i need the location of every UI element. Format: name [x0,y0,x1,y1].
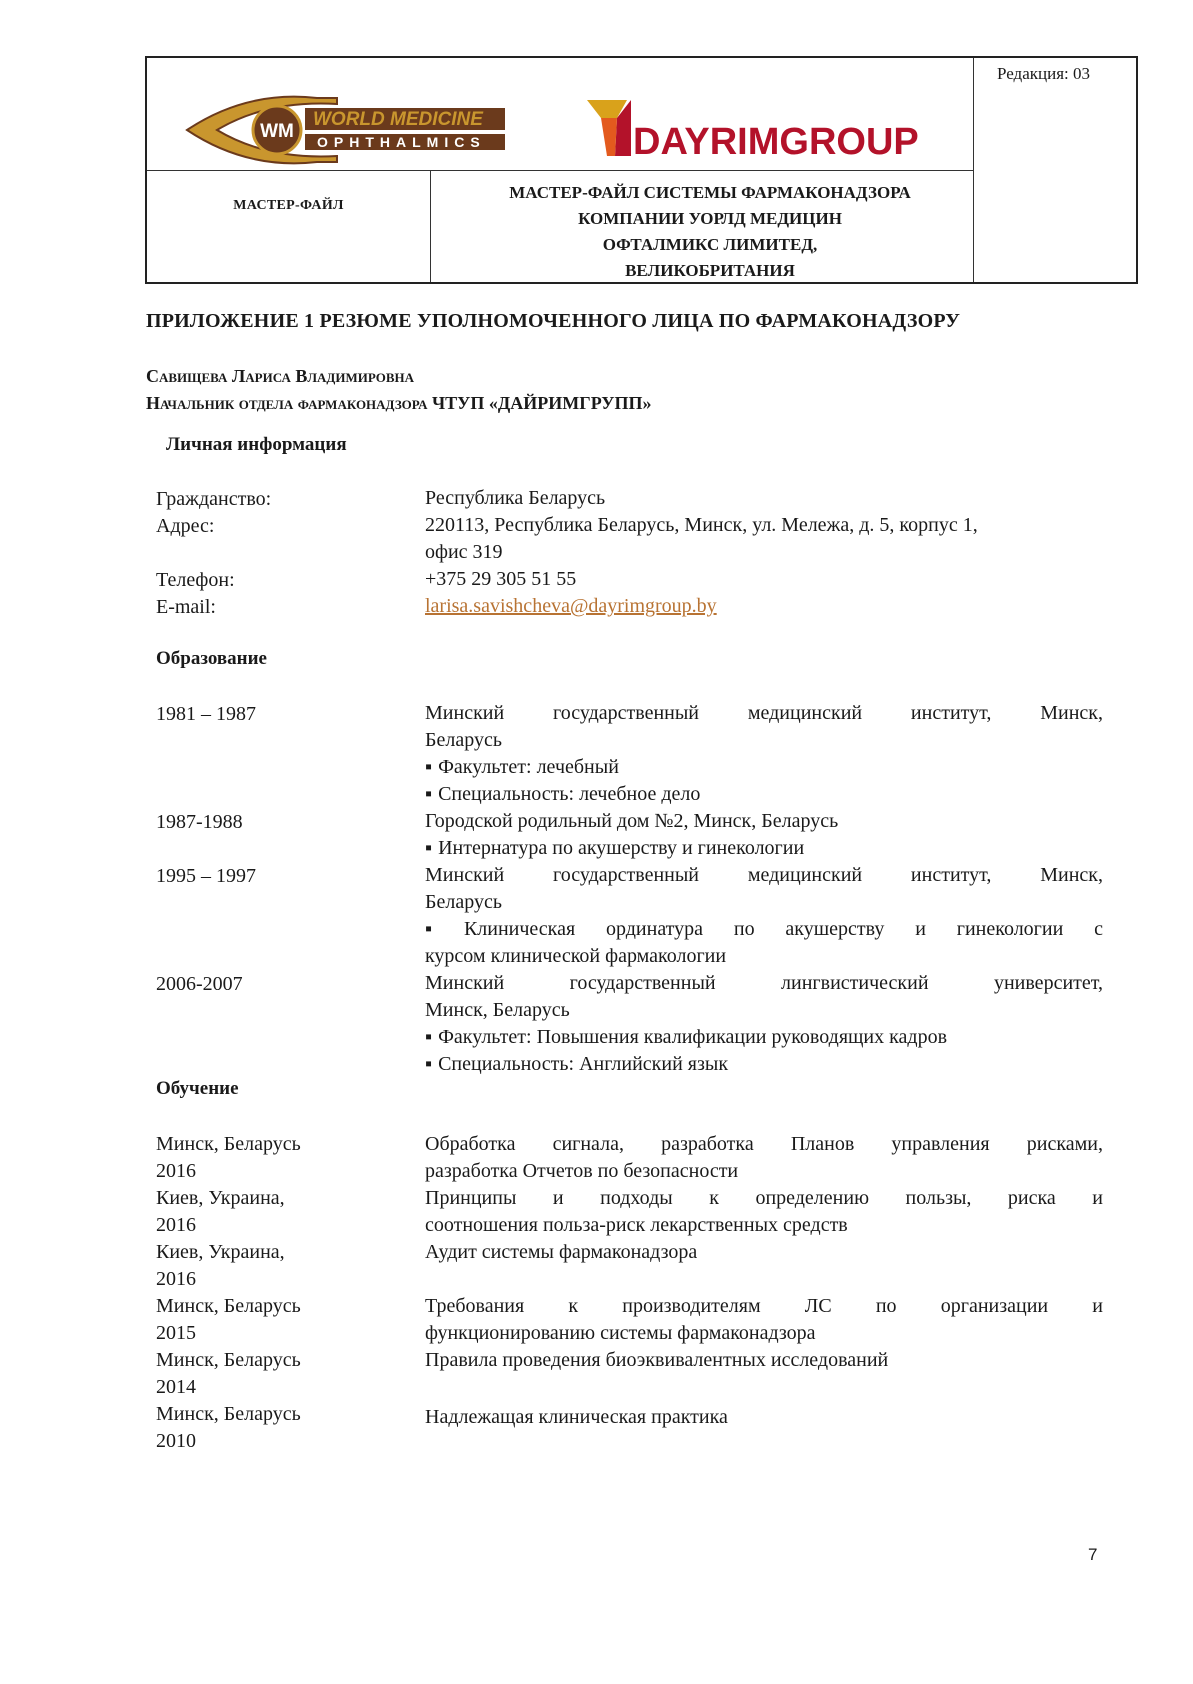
masterfile-title [430,180,990,284]
training-entry: Требования к производителям ЛС по организации и функционированию системы фармаконадзора [425,1295,1103,1344]
education-period: 1981 – 1987 [156,703,256,725]
wm-mark: WM [260,121,294,142]
training-entry: Правила проведения биоэквивалентных исследований [425,1349,889,1371]
masterfile-title-line: ОФТАЛМИКС ЛИМИТЕД, [602,235,818,254]
world-medicine-logo [187,90,507,170]
training-entry: Надлежащая клиническая практика [425,1406,728,1428]
citizenship-value: Республика Беларусь [425,487,606,509]
training-entry: Принципы и подходы к определению пользы, риска и соотношения польза-риск лекарственных средств [425,1187,1103,1236]
training-heading: Обучение [156,1078,239,1099]
person-role [146,393,651,414]
wm-line1: WORLD MEDICINE [313,109,483,130]
phone-value: +375 29 305 51 55 [425,568,577,590]
email-link[interactable]: larisa.savishcheva@dayrimgroup.by [425,595,717,617]
person-role-position: Начальник отдела фармаконадзора [146,393,428,413]
education-entry: Городской родильный дом №2, Минск, Беларусь ▪ Интернатура по акушерству и гинекологии [425,808,1103,862]
masterfile-label: МАСТЕР-ФАЙЛ [233,198,344,213]
education-entry: Минский государственный лингвистический университет, Минск, Беларусь ▪ Факультет: Повышения квалификации руководящих кадров ▪ Специальность: Английский язык [425,970,1103,1078]
education-entry: Минский государственный медицинский институт, Минск, Беларусь ▪ Факультет: лечебный ▪ Специальность: лечебное дело [425,700,1103,808]
email-value [425,593,1103,620]
address-label: Адрес: [156,515,215,537]
training-place: Минск, Беларусь 2016 [156,1133,301,1182]
page-number: 7 [1088,1545,1098,1564]
training-place: Минск, Беларусь 2010 [156,1403,301,1452]
redaction-label: Редакция: 03 [997,64,1090,83]
education-period: 1995 – 1997 [156,865,256,887]
training-place: Минск, Беларусь 2014 [156,1349,301,1398]
email-label: E-mail: [156,596,216,618]
training-place: Киев, Украина, 2016 [156,1187,285,1236]
address-value: 220113, Республика Беларусь, Минск, ул. Мележа, д. 5, корпус 1, офис 319 [425,514,978,563]
person-name: Савищева Лариса Владимировна [146,366,415,386]
masterfile-title-line: ВЕЛИКОБРИТАНИЯ [625,261,795,280]
training-entry: Аудит системы фармаконадзора [425,1241,698,1263]
phone-label: Телефон: [156,569,235,591]
person-role-org: ЧТУП «ДАЙРИМГРУПП» [431,393,652,413]
header-table [145,56,1138,284]
dayrimgroup-logo [587,90,919,170]
education-period: 2006-2007 [156,973,243,995]
personal-info-heading: Личная информация [166,434,347,455]
masterfile-title-line: КОМПАНИИ УОРЛД МЕДИЦИН [578,209,842,228]
page-title: ПРИЛОЖЕНИЕ 1 РЕЗЮМЕ УПОЛНОМОЧЕННОГО ЛИЦА ПО ФАРМАКОНАДЗОРУ [146,310,961,332]
citizenship-label: Гражданство: [156,488,272,510]
education-entry: Минский государственный медицинский институт, Минск, Беларусь ▪ Клиническая ординатура по акушерству и гинекологии с курсом клинической фармакологии [425,862,1103,970]
education-heading: Образование [156,648,267,669]
wm-line2: OPHTHALMICS [317,134,486,150]
masterfile-title-line: МАСТЕР-ФАЙЛ СИСТЕМЫ ФАРМАКОНАДЗОРА [509,183,911,202]
training-place: Киев, Украина, 2016 [156,1241,285,1290]
training-place: Минск, Беларусь 2015 [156,1295,301,1344]
dayrim-text: DAYRIMGROUP [633,121,919,163]
education-period: 1987-1988 [156,811,243,833]
training-entry: Обработка сигнала, разработка Планов управления рисками, разработка Отчетов по безопасности [425,1133,1103,1182]
